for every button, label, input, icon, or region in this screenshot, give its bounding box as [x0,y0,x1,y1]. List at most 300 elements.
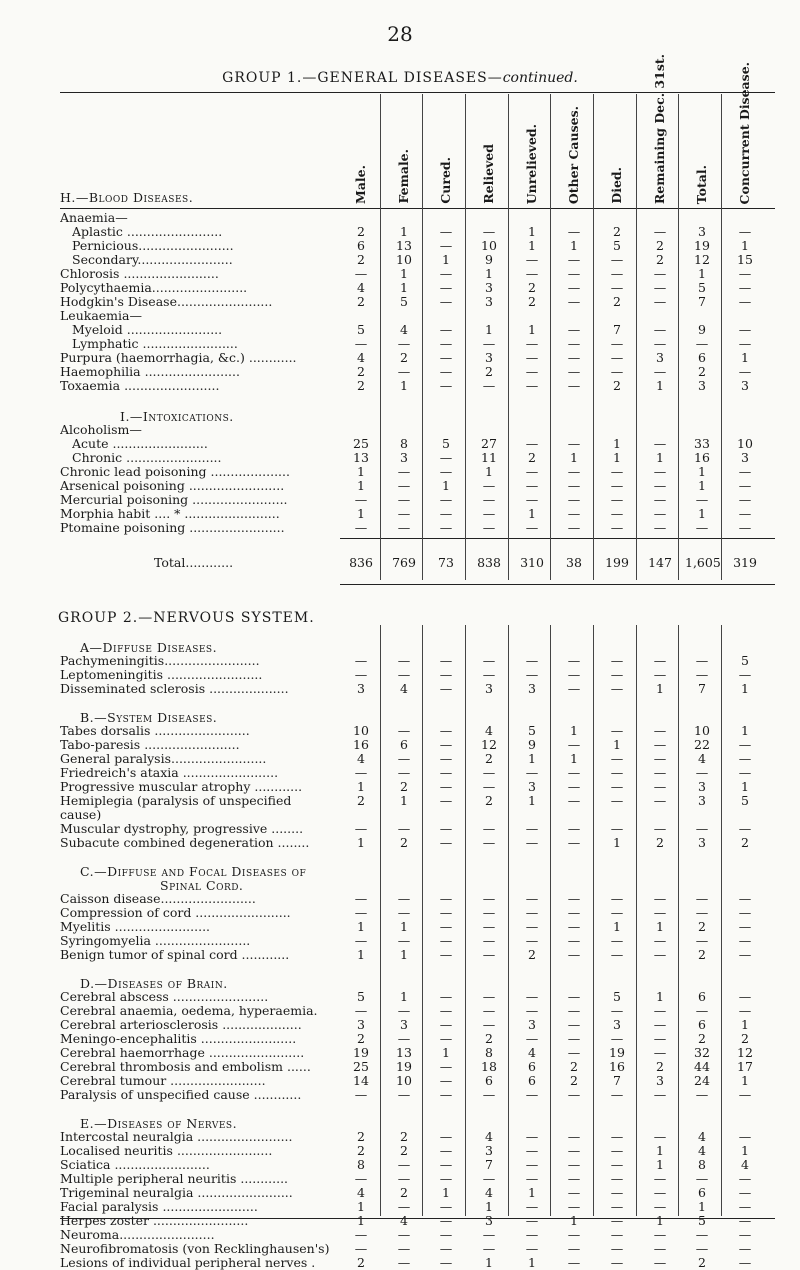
table-cell: — [525,1129,539,1144]
table-cell: — [653,667,667,682]
table-cell: — [439,1157,453,1172]
table-cell: — [567,1017,581,1032]
group1-header-rule [60,208,775,209]
table-cell: — [653,520,667,535]
column-divider [380,94,381,580]
row-label: cause) [60,808,102,822]
table-cell: — [567,919,581,934]
table-cell: — [567,378,581,393]
table-cell: — [567,436,581,451]
table-cell: — [354,1087,368,1102]
table-cell: — [610,1129,624,1144]
table-cell: — [610,464,624,479]
table-cell: 1 [357,779,365,794]
table-cell: 27 [481,436,497,451]
column-header-label: Remaining Dec. 31st. [652,53,667,204]
table-cell: — [610,280,624,295]
section-heading: D.—Diseases of Brain. [80,976,228,991]
table-cell: — [567,1255,581,1270]
table-cell: 8 [698,1157,706,1172]
table-cell: — [397,653,411,668]
column-divider [422,94,423,580]
table-cell: — [482,891,496,906]
section-heading: E.—Diseases of Nerves. [80,1116,238,1131]
table-cell: 12 [694,252,710,267]
table-cell: 1 [400,280,408,295]
table-cell: 1 [656,681,664,696]
table-cell: 3 [357,681,365,696]
table-cell: — [439,989,453,1004]
row-label: Aplastic ........................ [72,225,223,239]
table-cell: 19 [396,1059,412,1074]
table-cell: — [567,506,581,521]
section-heading: B.—System Diseases. [80,710,218,725]
table-cell: 6 [698,989,706,1004]
column-header-label: Cured. [438,157,453,204]
table-cell: — [354,1241,368,1256]
table-cell: 4 [698,1129,706,1144]
table-cell: — [653,947,667,962]
table-cell: 13 [353,450,369,465]
table-cell: — [525,350,539,365]
table-cell: 4 [357,350,365,365]
table-cell: — [695,1003,709,1018]
column-header [428,94,464,204]
row-label: Progressive muscular atrophy ............ [60,780,303,794]
table-cell: 1 [357,1199,365,1214]
table-row [60,906,775,920]
table-cell: — [397,492,411,507]
table-cell: — [653,1045,667,1060]
group1-total-label: Total............ [154,556,234,570]
table-cell: 2 [613,224,621,239]
table-cell: — [738,737,752,752]
table-cell: — [695,1227,709,1242]
table-cell: — [482,821,496,836]
table-row [60,920,775,934]
table-cell: — [567,1129,581,1144]
table-cell: 3 [485,280,493,295]
table-cell: — [482,1241,496,1256]
table-cell: 19 [694,238,710,253]
table-cell: 1,605 [685,555,721,570]
table-cell: — [653,653,667,668]
page-number: 28 [387,22,413,46]
table-row [60,267,775,281]
table-cell: 2 [357,1255,365,1270]
table-cell: 2 [357,364,365,379]
table-cell: 12 [737,1045,753,1060]
table-cell: 2 [485,751,493,766]
table-cell: — [397,464,411,479]
table-row [60,668,775,682]
table-cell: — [738,1227,752,1242]
table-cell: 2 [656,252,664,267]
table-cell: — [567,1199,581,1214]
table-cell: — [610,364,624,379]
table-cell: 4 [400,1213,408,1228]
table-cell: 6 [528,1073,536,1088]
table-cell: — [439,947,453,962]
table-cell: 4 [357,280,365,295]
table-cell: 199 [605,555,629,570]
table-cell: 1 [741,1073,749,1088]
row-label: Chronic lead poisoning .................... [60,465,290,479]
table-cell: 1 [485,322,493,337]
table-cell: 4 [357,751,365,766]
table-cell: 2 [400,779,408,794]
table-cell: — [610,478,624,493]
table-cell: — [610,252,624,267]
table-cell: — [610,1241,624,1256]
table-cell: — [738,765,752,780]
table-cell: — [610,793,624,808]
table-cell: 1 [741,723,749,738]
table-cell: — [482,779,496,794]
column-divider [508,625,509,1216]
table-cell: 1 [400,793,408,808]
table-cell: — [695,1241,709,1256]
table-cell: — [439,224,453,239]
table-cell: 1 [656,378,664,393]
table-row [60,437,775,451]
table-cell: — [354,905,368,920]
table-row [60,1088,775,1102]
table-cell: — [439,1213,453,1228]
table-cell: — [610,520,624,535]
table-cell: — [610,653,624,668]
row-label: Pachymeningitis........................ [60,654,260,668]
table-cell: — [738,364,752,379]
table-cell: — [695,891,709,906]
table-cell: — [439,1059,453,1074]
table-cell: — [354,520,368,535]
row-label: Friedreich's ataxia ........................ [60,766,279,780]
table-cell: — [610,751,624,766]
table-cell: 1 [698,1199,706,1214]
table-cell: — [397,667,411,682]
table-cell: — [354,266,368,281]
table-cell: — [439,919,453,934]
table-row [60,682,775,696]
table-cell: — [439,1031,453,1046]
table-cell: — [397,1241,411,1256]
row-label: Anaemia— [60,211,128,225]
table-cell: 19 [609,1045,625,1060]
table-cell: 6 [698,1185,706,1200]
table-cell: 1 [485,266,493,281]
table-cell: — [653,1241,667,1256]
table-cell: 4 [485,1129,493,1144]
table-row [60,479,775,493]
table-cell: — [482,506,496,521]
table-cell: — [482,667,496,682]
table-cell: — [610,667,624,682]
table-cell: 3 [698,779,706,794]
table-cell: — [439,737,453,752]
table-cell: 310 [520,555,544,570]
table-cell: 11 [481,450,497,465]
column-divider [593,94,594,580]
table-cell: 5 [698,280,706,295]
table-row [60,1004,775,1018]
table-cell: — [354,1003,368,1018]
table-cell: — [525,1003,539,1018]
table-cell: — [525,1241,539,1256]
table-row [60,766,775,780]
table-cell: — [610,891,624,906]
table-cell: — [439,450,453,465]
table-cell: 2 [528,280,536,295]
table-row [60,822,775,836]
table-cell: — [653,1031,667,1046]
table-cell: 1 [656,1157,664,1172]
table-cell: 2 [357,252,365,267]
table-cell: — [439,835,453,850]
table-row [60,1256,775,1270]
table-cell: 2 [656,835,664,850]
table-cell: — [653,821,667,836]
table-cell: — [439,751,453,766]
table-cell: — [653,737,667,752]
table-cell: 1 [698,506,706,521]
table-cell: — [653,266,667,281]
table-row [60,780,775,794]
table-cell: — [653,436,667,451]
column-header-label: Concurrent Disease. [737,61,752,204]
table-cell: 10 [694,723,710,738]
table-cell: 1 [528,1255,536,1270]
table-cell: 2 [698,1031,706,1046]
table-row [60,1200,775,1214]
table-cell: — [397,1003,411,1018]
table-cell: — [653,364,667,379]
table-cell: — [567,737,581,752]
table-cell: — [738,891,752,906]
table-cell: — [354,891,368,906]
row-label: Myelitis ........................ [60,920,211,934]
column-divider [508,94,509,580]
column-header [727,61,763,204]
table-cell: 2 [357,793,365,808]
table-cell: 1 [442,1185,450,1200]
group1-total-bottom-rule [340,584,775,585]
table-cell: 17 [737,1059,753,1074]
table-cell: 2 [570,1059,578,1074]
table-cell: 9 [528,737,536,752]
table-cell: 3 [357,1017,365,1032]
column-divider [465,94,466,580]
table-cell: 2 [485,793,493,808]
table-cell: — [482,1171,496,1186]
table-cell: — [525,835,539,850]
row-label: Acute ........................ [72,437,208,451]
table-row [60,451,775,465]
table-cell: — [738,1185,752,1200]
table-cell: 1 [357,947,365,962]
table-cell: 32 [694,1045,710,1060]
table-row [60,1060,775,1074]
table-cell: — [397,751,411,766]
table-cell: — [525,765,539,780]
table-row [60,423,775,437]
section-heading: C.—Diffuse and Focal Diseases of [80,864,307,879]
table-cell: — [567,1157,581,1172]
table-cell: — [610,1031,624,1046]
table-cell: — [567,681,581,696]
table-cell: 1 [698,266,706,281]
row-label: Chlorosis ........................ [60,267,219,281]
table-cell: — [525,478,539,493]
table-cell: 4 [698,1143,706,1158]
table-cell: — [567,1171,581,1186]
table-cell: — [439,653,453,668]
table-cell: 10 [396,1073,412,1088]
row-label: Compression of cord ........................ [60,906,291,920]
table-cell: — [567,492,581,507]
table-cell: 1 [741,1017,749,1032]
table-cell: 1 [570,238,578,253]
column-divider [636,94,637,580]
table-cell: — [695,1087,709,1102]
table-cell: — [525,1031,539,1046]
table-cell: — [439,1143,453,1158]
table-cell: — [354,653,368,668]
table-cell: — [695,933,709,948]
table-cell: — [397,905,411,920]
table-cell: — [567,336,581,351]
table-cell: — [354,821,368,836]
table-cell: 3 [698,224,706,239]
row-label: Neuroma........................ [60,1228,215,1242]
table-cell: 1 [400,378,408,393]
table-cell: 1 [357,464,365,479]
table-cell: 5 [741,653,749,668]
table-cell: — [525,1087,539,1102]
table-cell: — [738,751,752,766]
table-cell: 7 [698,294,706,309]
table-cell: — [439,294,453,309]
table-cell: 1 [656,1213,664,1228]
table-cell: 1 [528,1185,536,1200]
row-label: Myeloid ........................ [72,323,223,337]
table-cell: — [397,336,411,351]
column-header-label: Total. [694,164,709,204]
group1-section-label: H.—Blood Diseases. [60,190,194,205]
row-label: Cerebral abscess ........................ [60,990,269,1004]
table-cell: — [738,905,752,920]
row-label: Sciatica ........................ [60,1158,210,1172]
table-cell: — [354,765,368,780]
table-cell: — [738,322,752,337]
table-cell: — [653,905,667,920]
table-cell: — [653,464,667,479]
table-cell: 2 [613,294,621,309]
table-cell: 1 [741,779,749,794]
table-cell: 1 [400,266,408,281]
table-cell: 3 [698,378,706,393]
group2-title: GROUP 2.—NERVOUS SYSTEM. [58,610,315,626]
row-label: Leptomeningitis ........................ [60,668,263,682]
row-label: Subacute combined degeneration ........ [60,836,310,850]
table-cell: 10 [481,238,497,253]
table-cell: — [439,1227,453,1242]
table-cell: 6 [698,1017,706,1032]
table-cell: 4 [485,1185,493,1200]
row-label: Neurofibromatosis (von Recklinghausen's) [60,1242,330,1256]
table-cell: — [397,506,411,521]
table-row [60,934,775,948]
table-cell: 1 [741,1143,749,1158]
table-cell: 6 [400,737,408,752]
table-cell: — [610,1087,624,1102]
table-cell: — [525,905,539,920]
table-cell: — [567,280,581,295]
group1-subheading: I.—Intoxications. [120,409,234,424]
table-cell: — [567,905,581,920]
table-cell: 3 [656,350,664,365]
row-label: Localised neuritis ........................ [60,1144,273,1158]
table-cell: 1 [613,737,621,752]
table-cell: 1 [357,506,365,521]
column-header [642,53,678,204]
table-cell: 3 [485,1143,493,1158]
table-cell: — [567,1003,581,1018]
table-cell: — [525,492,539,507]
row-label: Secondary........................ [72,253,233,267]
table-cell: — [482,1017,496,1032]
table-cell: — [653,793,667,808]
table-row [60,465,775,479]
table-cell: — [738,1087,752,1102]
table-cell: — [653,492,667,507]
table-cell: 9 [485,252,493,267]
table-cell: 2 [698,1255,706,1270]
table-cell: — [397,1031,411,1046]
table-cell: — [610,947,624,962]
table-cell: 838 [477,555,501,570]
table-cell: — [610,821,624,836]
table-cell: — [738,492,752,507]
table-cell: — [482,1003,496,1018]
table-cell: — [567,1227,581,1242]
table-row [60,752,775,766]
table-cell: — [567,989,581,1004]
table-cell: 5 [442,436,450,451]
group1-title [0,70,800,86]
row-label: General paralysis........................ [60,752,267,766]
table-row [60,836,775,850]
table-cell: — [610,779,624,794]
table-cell: 5 [357,322,365,337]
table-cell: — [439,280,453,295]
table-cell: 2 [357,294,365,309]
table-cell: 3 [528,681,536,696]
table-cell: 9 [698,322,706,337]
table-cell: 2 [698,919,706,934]
table-cell: — [567,1143,581,1158]
table-cell: — [567,1087,581,1102]
table-row [60,1130,775,1144]
column-header [556,94,592,204]
table-cell: 319 [733,555,757,570]
column-header-label: Relieved [481,144,496,204]
table-cell: 73 [438,555,454,570]
table-cell: — [482,765,496,780]
table-row [60,654,775,668]
table-cell: 1 [656,1143,664,1158]
row-label: Multiple peripheral neuritis ............ [60,1172,289,1186]
